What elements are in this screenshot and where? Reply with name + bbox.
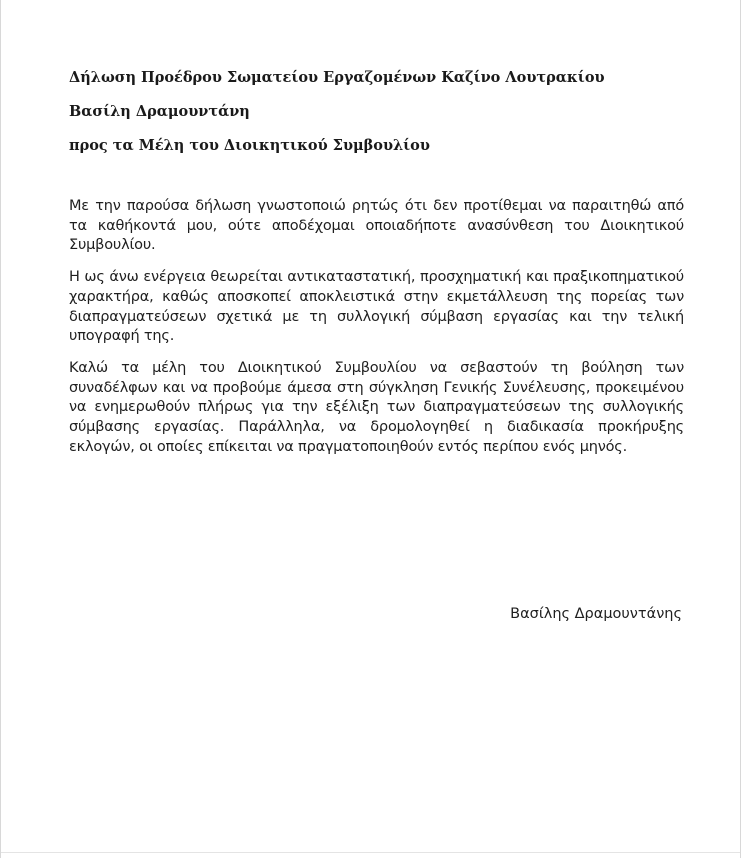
header-recipient-line: προς τα Μέλη του Διοικητικού Συμβουλίου [69, 137, 430, 154]
document-body [69, 197, 684, 469]
header-title-line: Δήλωση Προέδρου Σωματείου Εργαζομένων Καζίνο Λουτρακίου [69, 69, 605, 86]
page-bottom-divider [1, 852, 741, 853]
paragraph-1: Με την παρούσα δήλωση γνωστοποιώ ρητώς ότι δεν προτίθεμαι να παραιτηθώ από τα καθήκοντά μου, ούτε αποδέχομαι οποιαδήποτε ανασύνθεση του Διοικητικού Συμβουλίου. [69, 198, 684, 254]
paragraph-2: Η ως άνω ενέργεια θεωρείται αντικαταστατική, προσχηματική και πραξικοπηματικού χαρακτήρα, καθώς αποσκοπεί αποκλειστικά στην εκμετάλλευση της πορείας των διαπραγματεύσεων σχετικά με τη συλλογική σύμβαση εργασίας και την τελική υπογραφή της. [69, 269, 684, 345]
document-header [69, 70, 689, 172]
paragraph-3: Καλώ τα μέλη του Διοικητικού Συμβουλίου να σεβαστούν τη βούληση των συναδέλφων και να προβούμε άμεσα στη σύγκληση Γενικής Συνέλευσης, προκειμένου να ενημερωθούν πλήρως για την εξέλιξη των διαπραγματεύσεων της συλλογικής σύμβασης εργασίας. Παράλληλα, να δρομολογηθεί η διαδικασία προκήρυξης εκλογών, οι οποίες επίκειται να πραγματοποιηθούν εντός περίπου ενός μηνός. [69, 359, 684, 455]
header-name-line: Βασίλη Δραμουντάνη [69, 103, 250, 120]
signature: Βασίλης Δραμουντάνης [510, 606, 682, 622]
